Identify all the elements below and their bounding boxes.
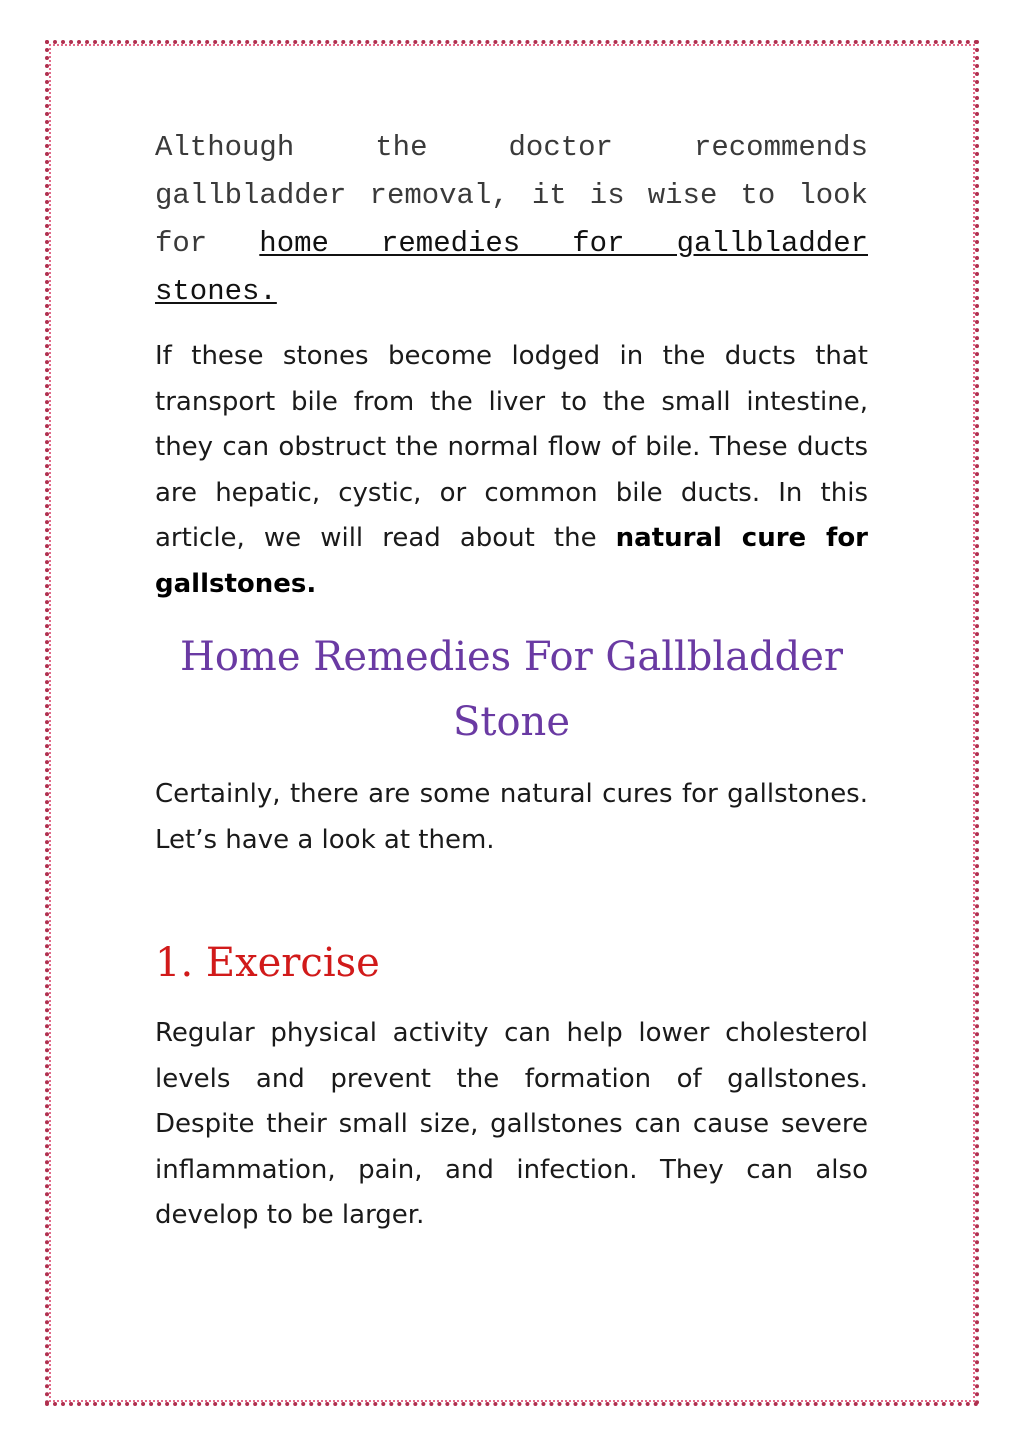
exercise-paragraph: Regular physical activity can help lower cholesterol levels and prevent the formation of gallstones. Despite their small size, gallstones can cause severe inflammation, pain, and infection. They can also develop to be larger.	[155, 1018, 868, 1230]
exercise-heading: 1. Exercise	[155, 940, 380, 986]
certainly-paragraph: Certainly, there are some natural cures for gallstones. Let’s have a look at them.	[155, 779, 868, 855]
ducts-paragraph	[155, 334, 868, 607]
natural-cure-bold: natural cure for gallstones.	[155, 523, 869, 599]
intro-paragraph	[155, 124, 868, 316]
intro-text: Although the doctor recommends gallbladder removal, it is wise to look for	[155, 131, 868, 260]
home-remedies-link[interactable]: home remedies for gallbladder stones.	[155, 227, 868, 308]
section-heading: Home Remedies For Gallbladder Stone	[179, 634, 844, 745]
article-content	[155, 124, 868, 1239]
ducts-text: If these stones become lodged in the ducts that transport bile from the liver to the small intestine, they can obstruct the normal flow of bile. These ducts are hepatic, cystic, or common bile ducts. In this article, we will read about the	[155, 341, 868, 553]
